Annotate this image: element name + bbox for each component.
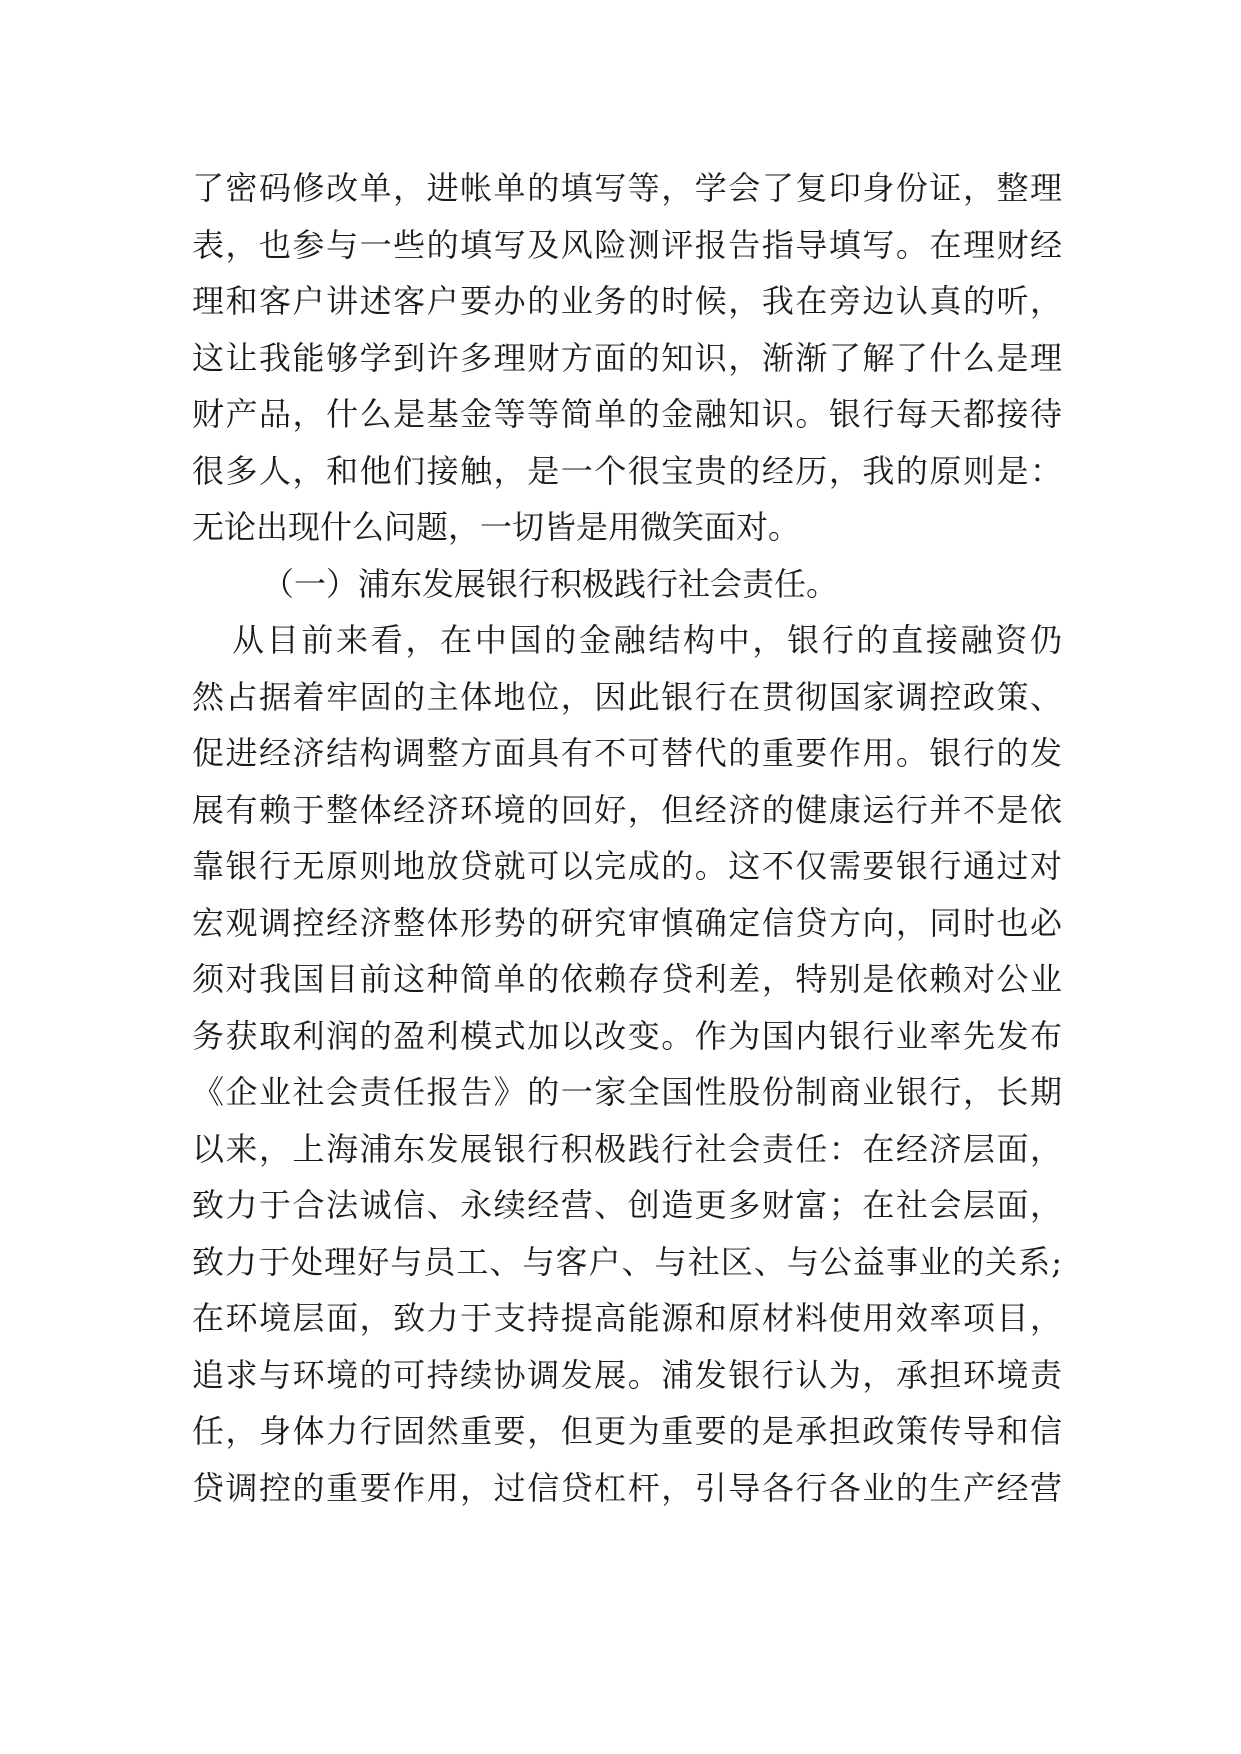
text-line: 贷调控的重要作用，过信贷杠杆，引导各行各业的生产经营 [192,1468,1062,1507]
text-line: 致力于合法诚信、永续经营、创造更多财富；在社会层面， [192,1186,1062,1224]
text-line: 在环境层面，致力于支持提高能源和原材料使用效率项目， [192,1299,1062,1337]
text-line: 很多人，和他们接触，是一个很宝贵的经历，我的原则是： [192,451,1062,490]
text-line: 以来，上海浦东发展银行积极践行社会责任：在经济层面， [192,1129,1062,1168]
text-line: 无论出现什么问题，一切皆是用微笑面对。 [192,508,801,546]
text-line: 《企业社会责任报告》的一家全国性股份制商业银行，长期 [192,1073,1062,1111]
text-line: 从目前来看，在中国的金融结构中，银行的直接融资仍 [232,621,1062,659]
text-line: 财产品，什么是基金等等简单的金融知识。银行每天都接待 [192,395,1062,433]
text-line: 理和客户讲述客户要办的业务的时候，我在旁边认真的听， [192,282,1062,320]
section-heading: （一）浦东发展银行积极践行社会责任。 [262,564,839,603]
text-line: 靠银行无原则地放贷就可以完成的。这不仅需要银行通过对 [192,847,1062,885]
text-line: 展有赖于整体经济环境的回好，但经济的健康运行并不是依 [192,790,1062,829]
text-line: 这让我能够学到许多理财方面的知识，渐渐了解了什么是理 [192,338,1062,377]
text-line: 任，身体力行固然重要，但更为重要的是承担政策传导和信 [192,1412,1062,1450]
text-line: 须对我国目前这种简单的依赖存贷利差，特别是依赖对公业 [192,960,1062,998]
text-line: 致力于处理好与员工、与客户、与社区、与公益事业的关系; [192,1242,1062,1281]
text-line: 表，也参与一些的填写及风险测评报告指导填写。在理财经 [192,225,1062,264]
text-line: 促进经济结构调整方面具有不可替代的重要作用。银行的发 [192,734,1062,772]
text-line: 宏观调控经济整体形势的研究审慎确定信贷方向，同时也必 [192,903,1062,942]
text-line: 了密码修改单，进帐单的填写等，学会了复印身份证，整理 [192,169,1062,207]
text-line: 追求与环境的可持续协调发展。浦发银行认为，承担环境责 [192,1355,1062,1394]
text-line: 务获取利润的盈利模式加以改变。作为国内银行业率先发布 [192,1016,1062,1055]
document-body [192,160,1062,1516]
text-line: 然占据着牢固的主体地位，因此银行在贯彻国家调控政策、 [192,677,1062,716]
